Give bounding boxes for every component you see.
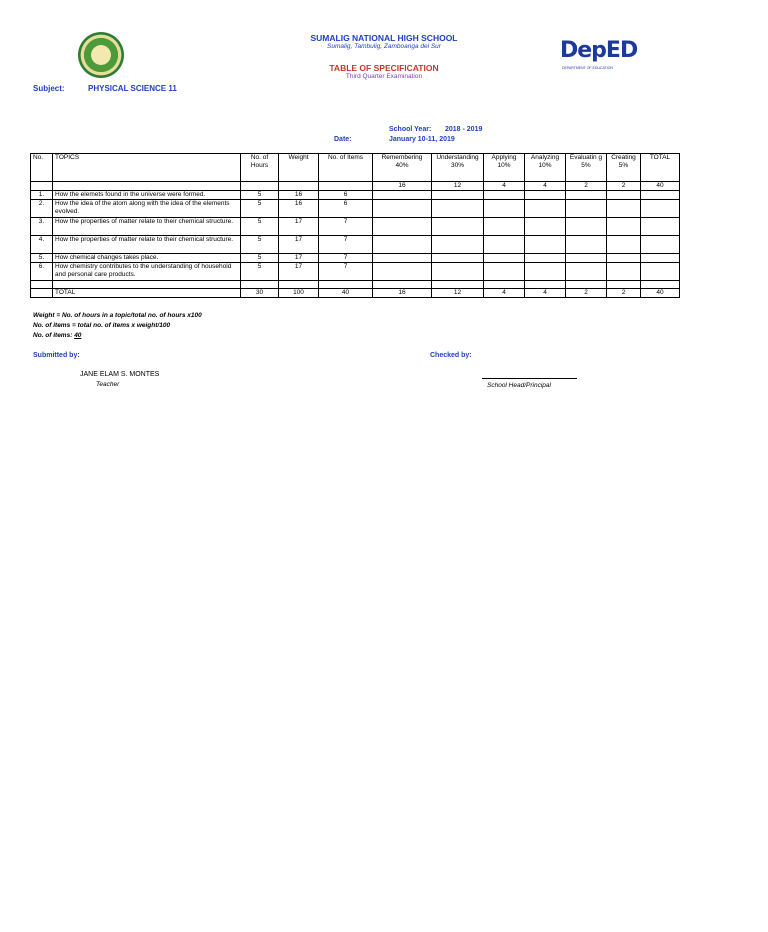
school-year-label: School Year: <box>389 126 432 133</box>
row-topic: How the properties of matter relate to their chemical structure. <box>53 236 241 254</box>
row-hours: 5 <box>241 236 279 254</box>
row-number: 5. <box>31 254 53 263</box>
header-cell: Analyzing 10% <box>525 154 566 182</box>
row-hours: 5 <box>241 254 279 263</box>
exam-title: Third Quarter Examination <box>345 73 423 80</box>
row-items: 7 <box>319 218 373 236</box>
header-cell: Creating 5% <box>607 154 641 182</box>
total-total: 40 <box>641 289 680 298</box>
distribution-cell: 4 <box>525 182 566 191</box>
distribution-cell: 12 <box>432 182 484 191</box>
total-applying: 4 <box>484 289 525 298</box>
row-weight: 17 <box>279 218 319 236</box>
row-topic: How the idea of the atom along with the idea of the elements evolved. <box>53 200 241 218</box>
header-cell: TOTAL <box>641 154 680 182</box>
row-weight: 17 <box>279 236 319 254</box>
total-hours: 30 <box>241 289 279 298</box>
principal-signature-line <box>482 378 577 379</box>
checked-by-label: Checked by: <box>430 352 472 359</box>
school-year-value: 2018 - 2019 <box>445 126 483 133</box>
table-row <box>31 263 680 281</box>
total-row <box>31 289 680 298</box>
items-count-label: No. of items: <box>33 332 73 339</box>
row-weight: 17 <box>279 263 319 281</box>
header-cell: No. of Hours <box>241 154 279 182</box>
table-row <box>31 191 680 200</box>
date-value: January 10-11, 2019 <box>389 136 455 143</box>
total-understanding: 12 <box>432 289 484 298</box>
total-label: TOTAL <box>53 289 241 298</box>
blank-row <box>31 281 680 289</box>
header-cell: Remembering 40% <box>373 154 432 182</box>
items-formula-note: No. of items = total no. of items x weight/100 <box>33 322 171 329</box>
row-hours: 5 <box>241 191 279 200</box>
row-number: 2. <box>31 200 53 218</box>
row-weight: 16 <box>279 200 319 218</box>
table-row <box>31 200 680 218</box>
items-count-note <box>33 332 81 339</box>
distribution-cell: 40 <box>641 182 680 191</box>
distribution-cell: 16 <box>373 182 432 191</box>
header-cell: No. <box>31 154 53 182</box>
subject-value: PHYSICAL SCIENCE 11 <box>88 84 177 93</box>
table-row <box>31 254 680 263</box>
header-cell: Applying 10% <box>484 154 525 182</box>
total-items: 40 <box>319 289 373 298</box>
header-cell: TOPICS <box>53 154 241 182</box>
total-weight: 100 <box>279 289 319 298</box>
row-hours: 5 <box>241 263 279 281</box>
school-address: Sumalig, Tambulig, Zamboanga del Sur <box>327 43 441 50</box>
header-cell: Weight <box>279 154 319 182</box>
distribution-cell: 2 <box>566 182 607 191</box>
total-analyzing: 4 <box>525 289 566 298</box>
row-topic: How chemical changes takes place. <box>53 254 241 263</box>
row-items: 6 <box>319 191 373 200</box>
school-name: SUMALIG NATIONAL HIGH SCHOOL <box>310 33 458 43</box>
deped-logo <box>560 38 637 63</box>
table-row <box>31 236 680 254</box>
table-header-row <box>31 154 680 182</box>
total-evaluating: 2 <box>566 289 607 298</box>
distribution-row <box>31 182 680 191</box>
total-remembering: 16 <box>373 289 432 298</box>
header-cell: No. of Items <box>319 154 373 182</box>
row-number: 1. <box>31 191 53 200</box>
row-number: 3. <box>31 218 53 236</box>
row-number: 6. <box>31 263 53 281</box>
total-creating: 2 <box>607 289 641 298</box>
row-weight: 16 <box>279 191 319 200</box>
submitted-by-label: Submitted by: <box>33 352 80 359</box>
items-count-value: 40 <box>74 332 82 339</box>
header-cell: Understanding 30% <box>432 154 484 182</box>
row-hours: 5 <box>241 200 279 218</box>
principal-role: School Head/Principal <box>487 382 551 389</box>
row-hours: 5 <box>241 218 279 236</box>
row-items: 7 <box>319 263 373 281</box>
row-items: 7 <box>319 236 373 254</box>
weight-formula-note: Weight = No. of hours in a topic/total no. of hours x100 <box>33 312 202 319</box>
row-number: 4. <box>31 236 53 254</box>
row-items: 7 <box>319 254 373 263</box>
header-cell: Evaluatin g 5% <box>566 154 607 182</box>
row-items: 6 <box>319 200 373 218</box>
distribution-cell: 2 <box>607 182 641 191</box>
specification-table <box>30 153 680 298</box>
table-row <box>31 218 680 236</box>
subject-label: Subject: <box>33 84 65 93</box>
row-topic: How the properties of matter relate to their chemical structure. <box>53 218 241 236</box>
deped-logo-text: DepED <box>560 38 638 63</box>
teacher-role: Teacher <box>96 381 120 388</box>
row-topic: How chemistry contributes to the understanding of household and personal care products. <box>53 263 241 281</box>
row-topic: How the elemets found in the universe were formed. <box>53 191 241 200</box>
deped-logo-subtitle: DEPARTMENT OF EDUCATION <box>562 66 613 70</box>
teacher-name: JANE ELAM S. MONTES <box>80 371 160 378</box>
date-label: Date: <box>334 136 352 143</box>
distribution-cell: 4 <box>484 182 525 191</box>
row-weight: 17 <box>279 254 319 263</box>
document-title: TABLE OF SPECIFICATION <box>329 63 439 73</box>
